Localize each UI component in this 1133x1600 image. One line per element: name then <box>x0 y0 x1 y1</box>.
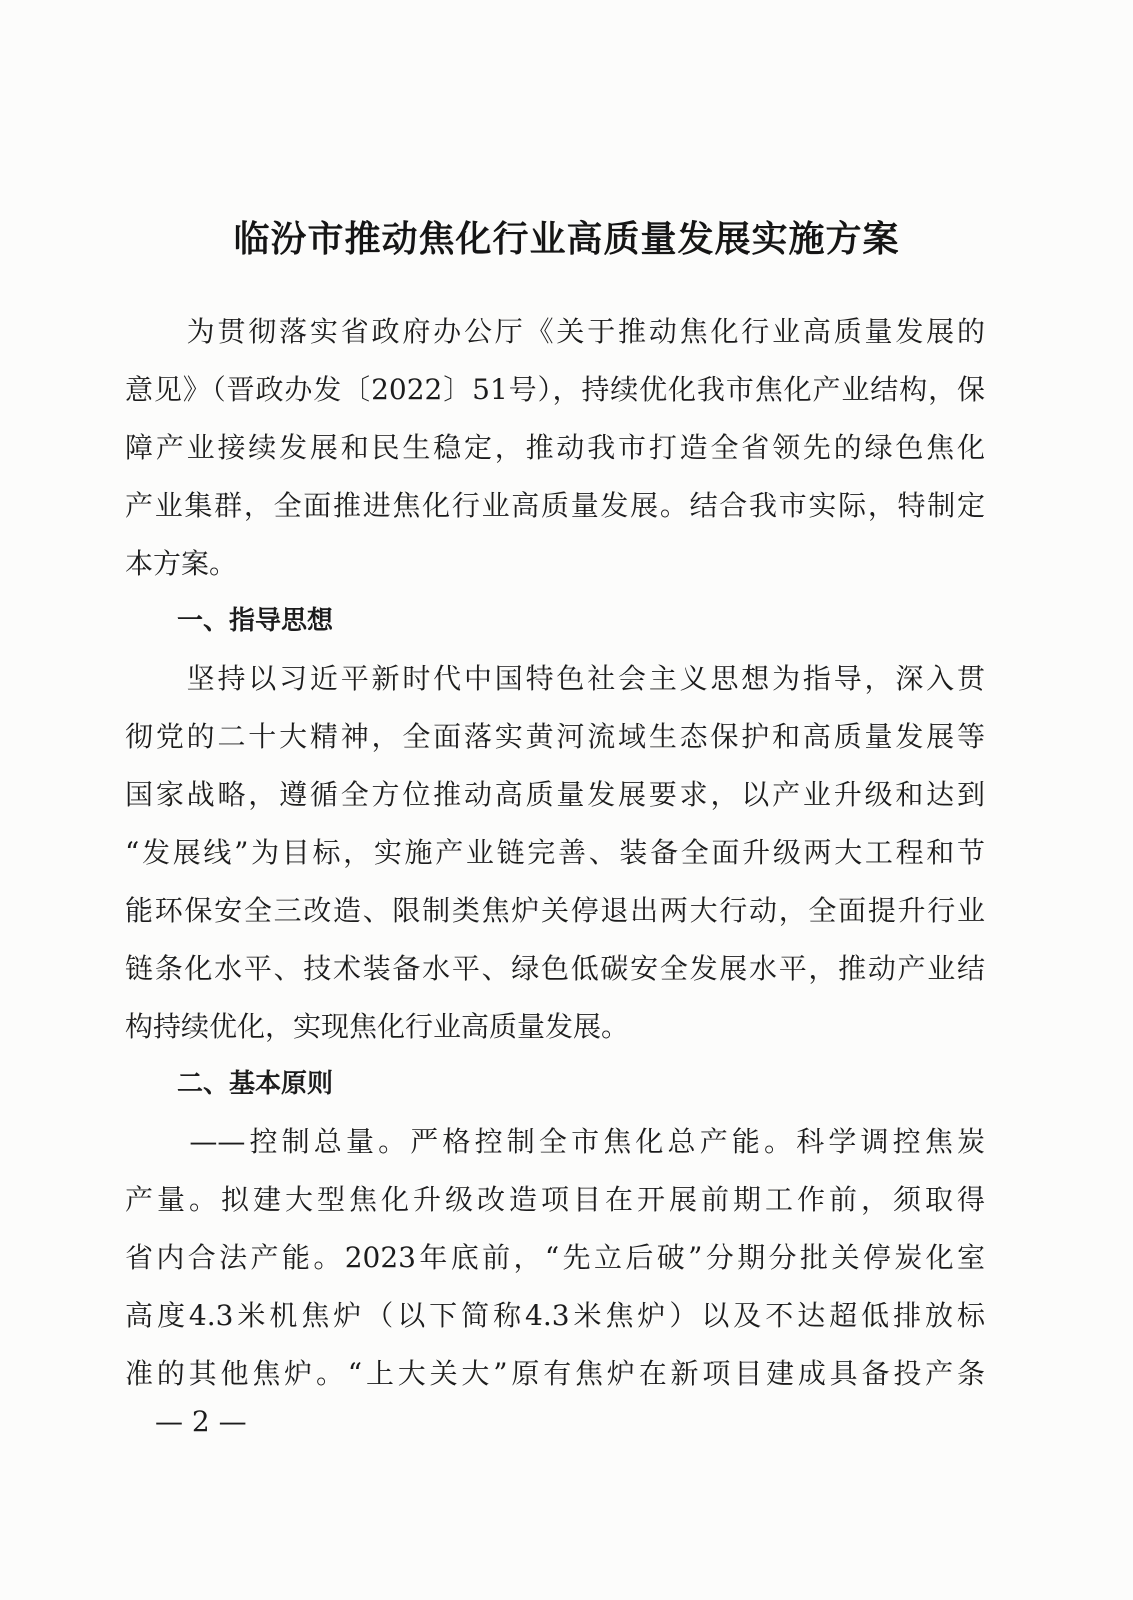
section-heading-basic-principles: 二、基本原则 <box>125 1069 334 1099</box>
paragraph-line: 产量。拟建大型焦化升级改造项目在开展前期工作前，须取得 <box>125 1183 985 1216</box>
document-title: 临汾市推动焦化行业高质量发展实施方案 <box>233 219 900 260</box>
paragraph-line: 意见》（晋政办发〔2022〕51号），持续优化我市焦化产业结构，保 <box>125 373 985 406</box>
paragraph-line: 国家战略，遵循全方位推动高质量发展要求，以产业升级和达到 <box>125 778 985 811</box>
paragraph-line: 坚持以习近平新时代中国特色社会主义思想为指导，深入贯 <box>125 662 985 695</box>
paragraph-line: 准的其他焦炉。“上大关大”原有焦炉在新项目建成具备投产条 <box>125 1357 985 1390</box>
paragraph-line: “发展线”为目标，实施产业链完善、装备全面升级两大工程和节 <box>125 836 985 869</box>
section-heading-guiding-ideology: 一、指导思想 <box>125 606 334 636</box>
paragraph-line: 彻党的二十大精神，全面落实黄河流域生态保护和高质量发展等 <box>125 720 985 753</box>
paragraph-line: 高度4.3米机焦炉（以下简称4.3米焦炉）以及不达超低排放标 <box>125 1299 985 1332</box>
paragraph-line: 构持续优化，实现焦化行业高质量发展。 <box>125 1010 630 1043</box>
paragraph-line: ——控制总量。严格控制全市焦化总产能。科学调控焦炭 <box>125 1125 985 1158</box>
paragraph-line: 省内合法产能。2023年底前，“先立后破”分期分批关停炭化室 <box>125 1241 985 1274</box>
paragraph-line: 链条化水平、技术装备水平、绿色低碳安全发展水平，推动产业结 <box>125 952 985 985</box>
paragraph-line: 产业集群，全面推进焦化行业高质量发展。结合我市实际，特制定 <box>125 489 985 522</box>
paragraph-line: 能环保安全三改造、限制类焦炉关停退出两大行动，全面提升行业 <box>125 894 985 927</box>
paragraph-line: 本方案。 <box>125 547 238 580</box>
page-number: — 2 — <box>155 1405 247 1438</box>
paragraph-line: 障产业接续发展和民生稳定，推动我市打造全省领先的绿色焦化 <box>125 431 985 464</box>
paragraph-line: 为贯彻落实省政府办公厅《关于推动焦化行业高质量发展的 <box>125 315 985 348</box>
